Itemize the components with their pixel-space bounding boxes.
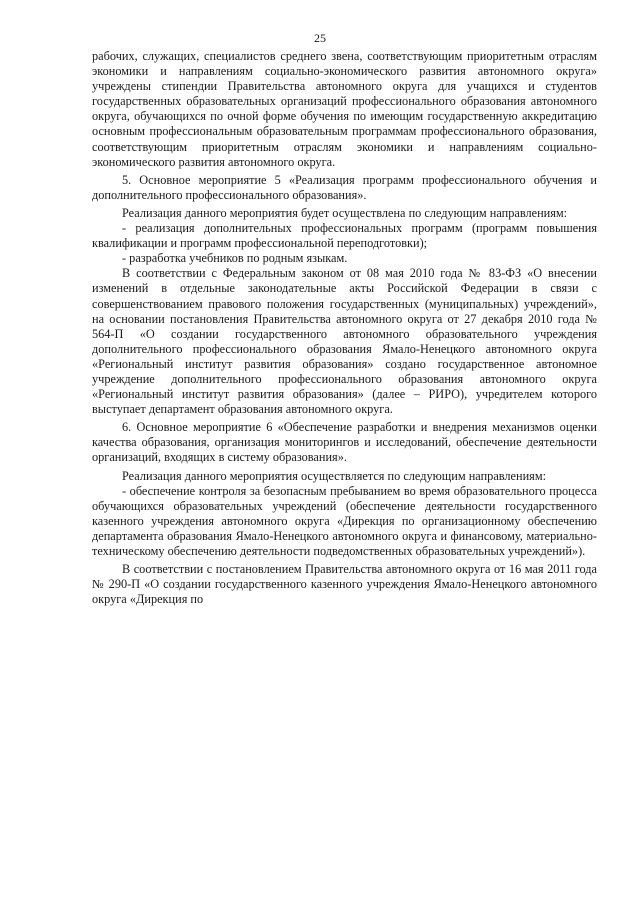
paragraph-measure-5-directions: Реализация данного мероприятия будет осуществлена по следующим направлениям: xyxy=(122,205,568,220)
page-number: 25 xyxy=(314,31,326,45)
paragraph-resolution-290: В соответствии с постановлением Правительства автономного округа от 16 мая 2011 года № 290-П «О создании государственного казенного учреждения Ямало-Ненецкого автономного округа «Дирекция по xyxy=(92,562,597,607)
paragraph-measure-6-directions: Реализация данного мероприятия осуществляется по следующим направлениям: xyxy=(122,468,547,483)
list-item-additional-programs: - реализация дополнительных профессиональных программ (программ повышения квалификации и программ профессиональной переподготовки); xyxy=(92,221,597,251)
list-item-native-language-textbooks: - разработка учебников по родным языкам. xyxy=(122,251,348,266)
body-text xyxy=(92,49,597,607)
list-item-safety-control: - обеспечение контроля за безопасным пребыванием во время образовательного процесса обучающихся образовательных учреждений (обеспечение деятельности государственного казенного учреждения автономного округа «Дирекция по организационному обеспечению департамента образования Ямало-Ненецкого автономного округа и финансовому, материально-техническому обеспечению деятельности подведомственных образовательных учреждений»). xyxy=(92,483,597,558)
paragraph-measure-6-heading: 6. Основное мероприятие 6 «Обеспечение разработки и внедрения механизмов оценки качества образования, организация мониторингов и исследований, обеспечение деятельности организаций, входящих в систему образования». xyxy=(92,420,597,465)
paragraph-stipends: рабочих, служащих, специалистов среднего звена, соответствующим приоритетным отраслям экономики и направлениям социально-экономического развития автономного округа» учреждены стипендии Правительства автономного округа для учащихся и студентов государственных образовательных организаций профессионального образования автономного округа, обучающихся по очной форме обучения по имеющим государственную аккредитацию основным профессиональным образовательным программам профессионального образования, соответствующим приоритетным отраслям экономики и направлениям социально-экономического развития автономного округа. xyxy=(92,49,597,169)
paragraph-federal-law-riro: В соответствии с Федеральным законом от 08 мая 2010 года № 83-ФЗ «О внесении изменений в отдельные законодательные акты Российской Федерации в связи с совершенствованием правового положения государственных (муниципальных) учреждений», на основании постановления Правительства автономного округа от 27 декабря 2010 года № 564-П «О создании государственного автономного образовательного учреждения дополнительного профессионального образования Ямало-Ненецкого автономного округа «Региональный институт развития образования» создано государственное автономное учреждение дополнительного профессионального образования автономного округа «Региональный институт развития образования» (далее – РИРО), учредителем которого выступает департамент образования автономного округа. xyxy=(92,266,597,417)
paragraph-measure-5-heading: 5. Основное мероприятие 5 «Реализация программ профессионального обучения и дополнительного профессионального образования». xyxy=(92,172,597,202)
